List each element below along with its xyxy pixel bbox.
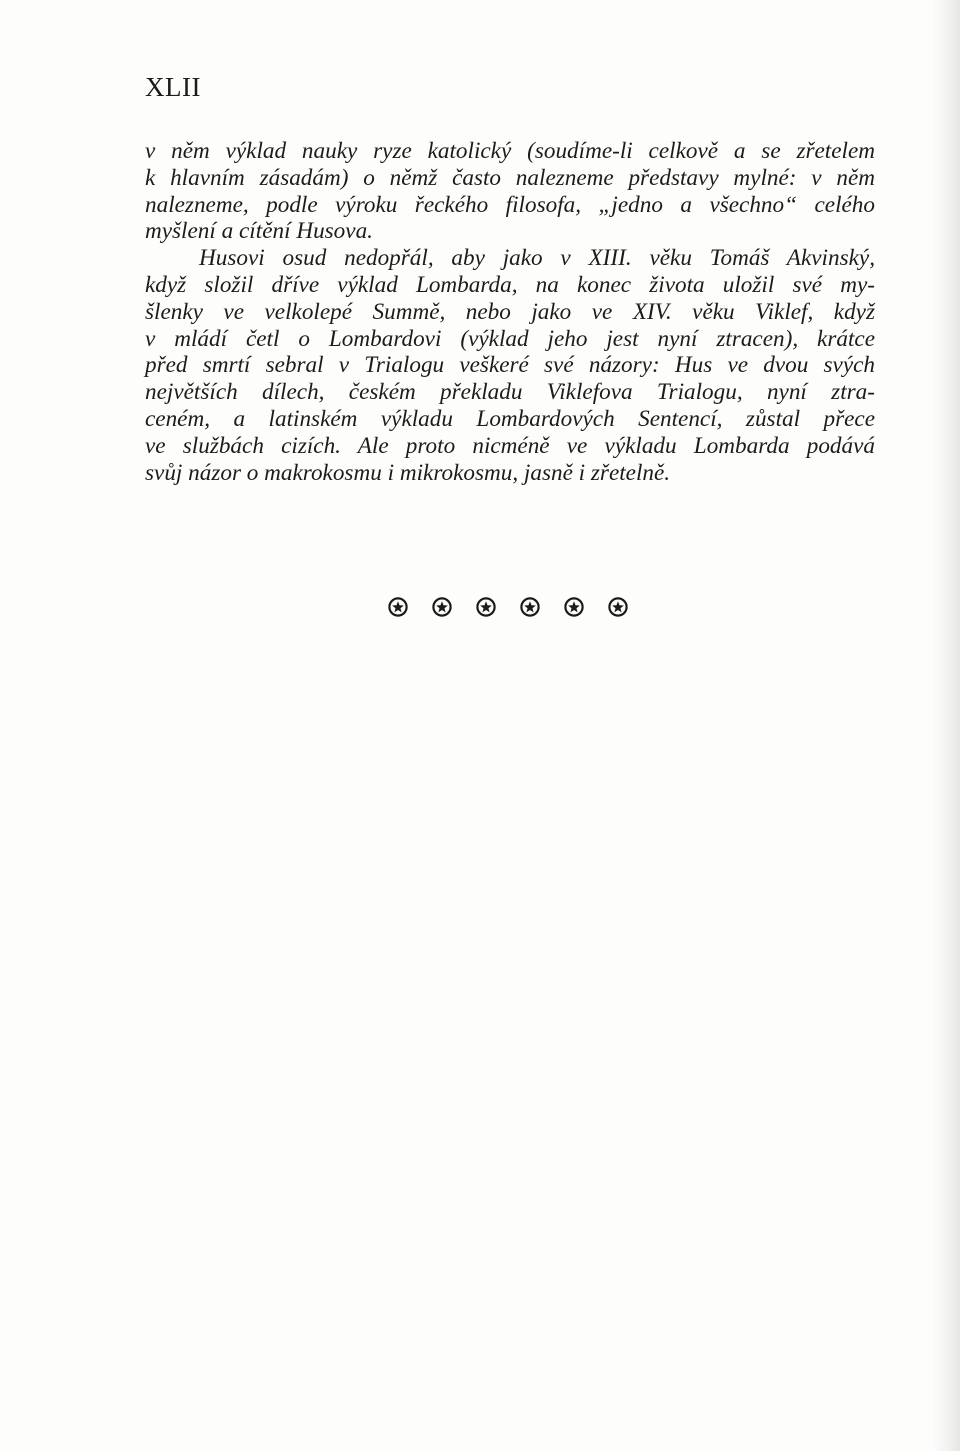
star-in-circle-icon bbox=[388, 597, 408, 617]
star-in-circle-icon bbox=[520, 597, 540, 617]
star-in-circle-icon bbox=[564, 597, 584, 617]
star-in-circle-icon bbox=[432, 597, 452, 617]
text-line: v něm výklad nauky ryze katolický (soudíme-li celkově a se zřetelem bbox=[145, 138, 875, 164]
text-line: největších dílech, českém překladu Viklefova Trialogu, nyní ztra- bbox=[145, 379, 875, 406]
scan-edge-shadow bbox=[932, 0, 960, 1451]
body-text bbox=[145, 138, 875, 486]
text-line: svůj názor o makrokosmu i mikrokosmu, jasně i zřetelně. bbox=[145, 459, 671, 486]
text-line: když složil dříve výklad Lombarda, na konec života uložil své my- bbox=[145, 271, 875, 298]
page-number: XLII bbox=[145, 72, 201, 102]
ornament-row bbox=[388, 595, 628, 619]
text-line: ve službách cizích. Ale proto nicméně ve výkladu Lombarda podává bbox=[145, 432, 875, 459]
text-line: k hlavním zásadám) o němž často nalezneme představy mylné: v něm bbox=[145, 164, 875, 191]
text-line: šlenky ve velkolepé Summě, nebo jako ve XIV. věku Viklef, když bbox=[145, 298, 875, 325]
text-line: Husovi osud nedopřál, aby jako v XIII. věku Tomáš Akvinský, bbox=[199, 245, 875, 272]
text-line: myšlení a cítění Husova. bbox=[145, 218, 373, 245]
text-line: před smrtí sebral v Trialogu veškeré své názory: Hus ve dvou svých bbox=[145, 352, 875, 379]
text-line: nalezneme, podle výroku řeckého filosofa, „jedno a všechno“ celého bbox=[145, 191, 875, 218]
text-line: ceném, a latinském výkladu Lombardových Sentencí, zůstal přece bbox=[145, 405, 875, 432]
star-in-circle-icon bbox=[476, 597, 496, 617]
star-in-circle-icon bbox=[608, 597, 628, 617]
text-line: v mládí četl o Lombardovi (výklad jeho jest nyní ztracen), krátce bbox=[145, 325, 875, 352]
